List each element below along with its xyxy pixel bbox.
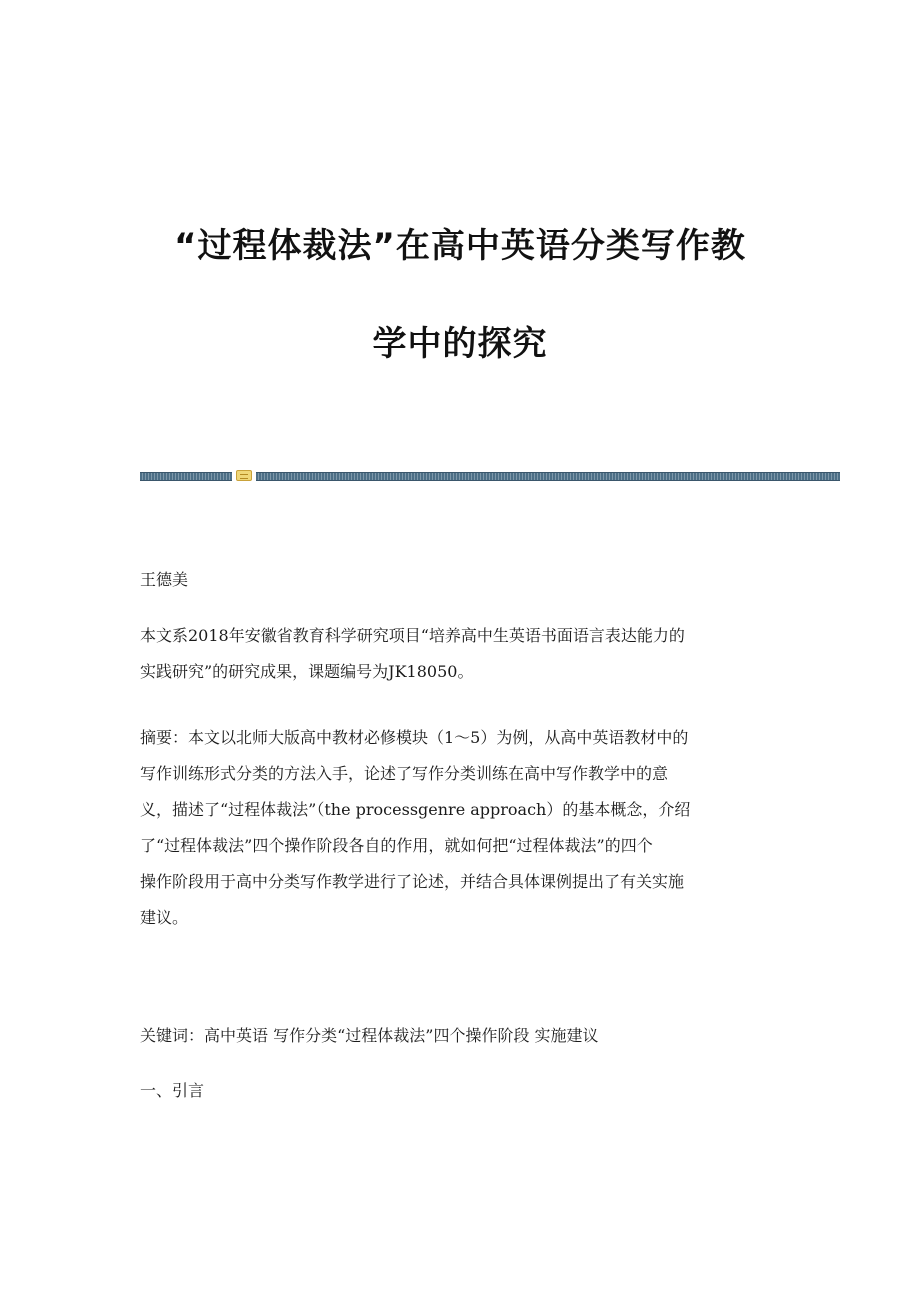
- abstract-line: 了“过程体裁法”四个操作阶段各自的作用，就如何把“过程体裁法”的四个: [140, 836, 653, 855]
- page-title-line-1: “过程体裁法”在高中英语分类写作教: [174, 226, 746, 266]
- abstract-line: 义，描述了“过程体裁法”（the processgenre approach）的基本概念，介绍: [140, 800, 691, 819]
- envelope-icon: [236, 470, 252, 481]
- author-name: 王德美: [140, 570, 189, 589]
- abstract-line: 摘要：本文以北师大版高中教材必修模块（1～5）为例，从高中英语教材中的: [140, 728, 689, 747]
- abstract-line: 建议。: [140, 908, 189, 927]
- keywords: 关键词：高中英语 写作分类“过程体裁法”四个操作阶段 实施建议: [140, 1026, 599, 1045]
- funding-line: 本文系2018年安徽省教育科学研究项目“培养高中生英语书面语言表达能力的: [140, 626, 685, 645]
- abstract-line: 写作训练形式分类的方法入手，论述了写作分类训练在高中写作教学中的意: [140, 764, 669, 783]
- abstract-line: 操作阶段用于高中分类写作教学进行了论述，并结合具体课例提出了有关实施: [140, 872, 685, 891]
- divider-bar-right: [256, 472, 840, 481]
- title-divider: [140, 470, 840, 480]
- divider-bar-left: [140, 472, 232, 481]
- funding-note: [140, 618, 800, 690]
- abstract: [140, 720, 800, 936]
- section-heading: 一、引言: [140, 1081, 205, 1100]
- funding-line: 实践研究”的研究成果，课题编号为JK18050。: [140, 662, 474, 681]
- page-title-line-2: 学中的探究: [372, 324, 548, 364]
